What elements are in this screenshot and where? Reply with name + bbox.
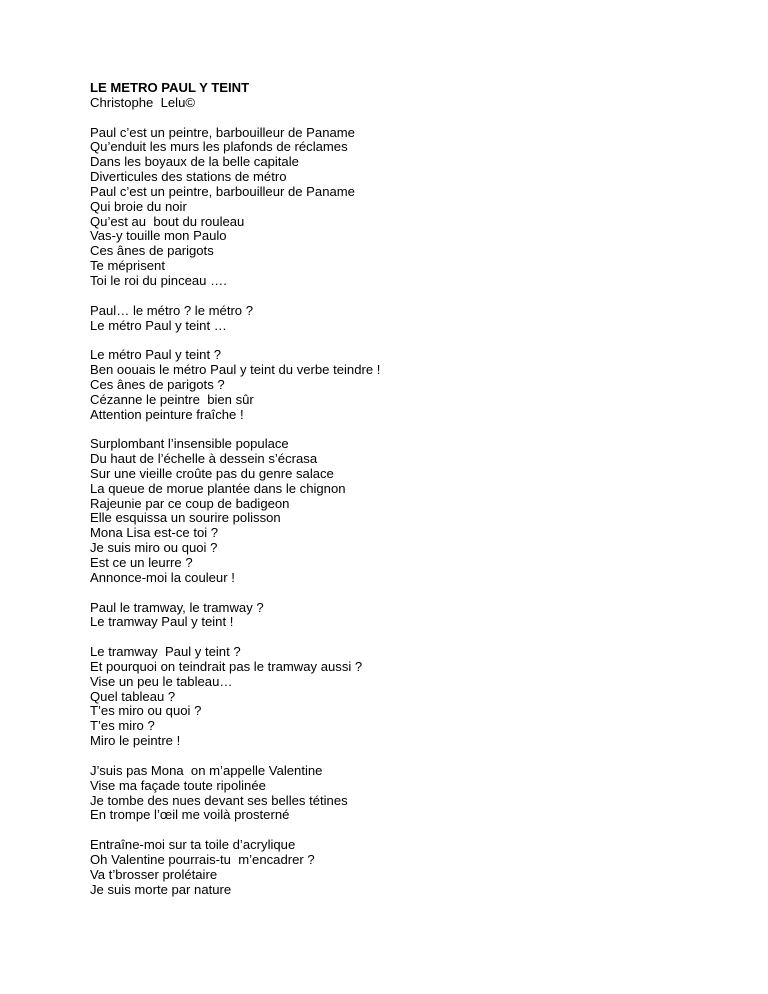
poem-line: Elle esquissa un sourire polisson (90, 510, 281, 526)
stanza (90, 838, 730, 897)
poem-line: Paul c’est un peintre, barbouilleur de Paname (90, 183, 355, 199)
poem-line: Qui broie du noir (90, 198, 187, 214)
poem-author: Christophe Lelu© (90, 94, 195, 110)
poem-line: Vise ma façade toute ripolinée (90, 777, 266, 793)
poem-line: Va t’brosser prolétaire (90, 866, 218, 882)
poem-line: Est ce un leurre ? (90, 555, 193, 570)
poem-line: Le tramway Paul y teint ? (90, 644, 241, 660)
stanza (90, 645, 730, 749)
poem-line: Cézanne le peintre bien sûr (90, 391, 254, 407)
stanza (90, 304, 730, 334)
poem-line: Du haut de l’échelle à dessein s’écrasa (90, 451, 318, 467)
poem-line: Diverticules des stations de métro (90, 169, 287, 185)
poem-line: J’suis pas Mona on m’appelle Valentine (90, 762, 323, 778)
poem-line: Sur une vieille croûte pas du genre salace (90, 465, 334, 481)
poem-line: Entraîne-moi sur ta toile d’acrylique (90, 837, 296, 853)
poem-line: T’es miro ? (90, 718, 155, 734)
stanza (90, 348, 730, 422)
poem-title: LE METRO PAUL Y TEINT (90, 80, 250, 95)
poem-line: La queue de morue plantée dans le chignon (90, 480, 346, 496)
poem-line: Vise un peu le tableau… (90, 673, 233, 689)
poem-line: Toi le roi du pinceau …. (90, 272, 227, 288)
stanza (90, 601, 730, 631)
poem-line: Et pourquoi on teindrait pas le tramway aussi ? (90, 658, 363, 674)
poem-line: Je suis miro ou quoi ? (90, 540, 218, 556)
poem-line: Je suis morte par nature (90, 881, 232, 897)
poem-line: Qu’est au bout du rouleau (90, 213, 245, 229)
stanza (90, 764, 730, 823)
poem-line: Ces ânes de parigots ? (90, 376, 225, 392)
poem-line: Paul c’est un peintre, barbouilleur de Paname (90, 124, 355, 140)
poem-line: Vas-y touille mon Paulo (90, 228, 227, 244)
poem-line: Te méprisent (90, 258, 165, 274)
poem-line: Mona Lisa est-ce toi ? (90, 525, 219, 541)
poem-line: Miro le peintre ! (90, 733, 181, 749)
poem-line: Le métro Paul y teint ? (90, 347, 222, 363)
poem-line: Qu’enduit les murs les plafonds de réclames (90, 139, 348, 155)
stanza (90, 437, 730, 585)
poem-line: Le métro Paul y teint … (90, 317, 227, 333)
poem-line: Surplombant l’insensible populace (90, 436, 289, 452)
poem-line: Ces ânes de parigots (90, 243, 214, 259)
poem-line: Paul… le métro ? le métro ? (90, 302, 254, 318)
poem-line: Annonce-moi la couleur ! (90, 569, 235, 585)
poem-line: Attention peinture fraîche ! (90, 406, 244, 422)
poem-line: Paul le tramway, le tramway ? (90, 599, 264, 615)
poem-line: En trompe l’œil me voilà prosterné (90, 807, 290, 823)
poem-line: Dans les boyaux de la belle capitale (90, 154, 299, 170)
document-page (90, 81, 730, 897)
poem-line: T’es miro ou quoi ? (90, 703, 202, 719)
poem-line: Le tramway Paul y teint ! (90, 614, 234, 630)
poem-line: Oh Valentine pourrais-tu m’encadrer ? (90, 851, 315, 867)
poem-line: Quel tableau ? (90, 688, 176, 704)
stanza (90, 126, 730, 289)
poem-line: Ben oouais le métro Paul y teint du verbe teindre ! (90, 362, 381, 378)
poem-line: Rajeunie par ce coup de badigeon (90, 495, 290, 511)
poem-line: Je tombe des nues devant ses belles tétines (90, 792, 348, 808)
poem-body (90, 126, 730, 898)
